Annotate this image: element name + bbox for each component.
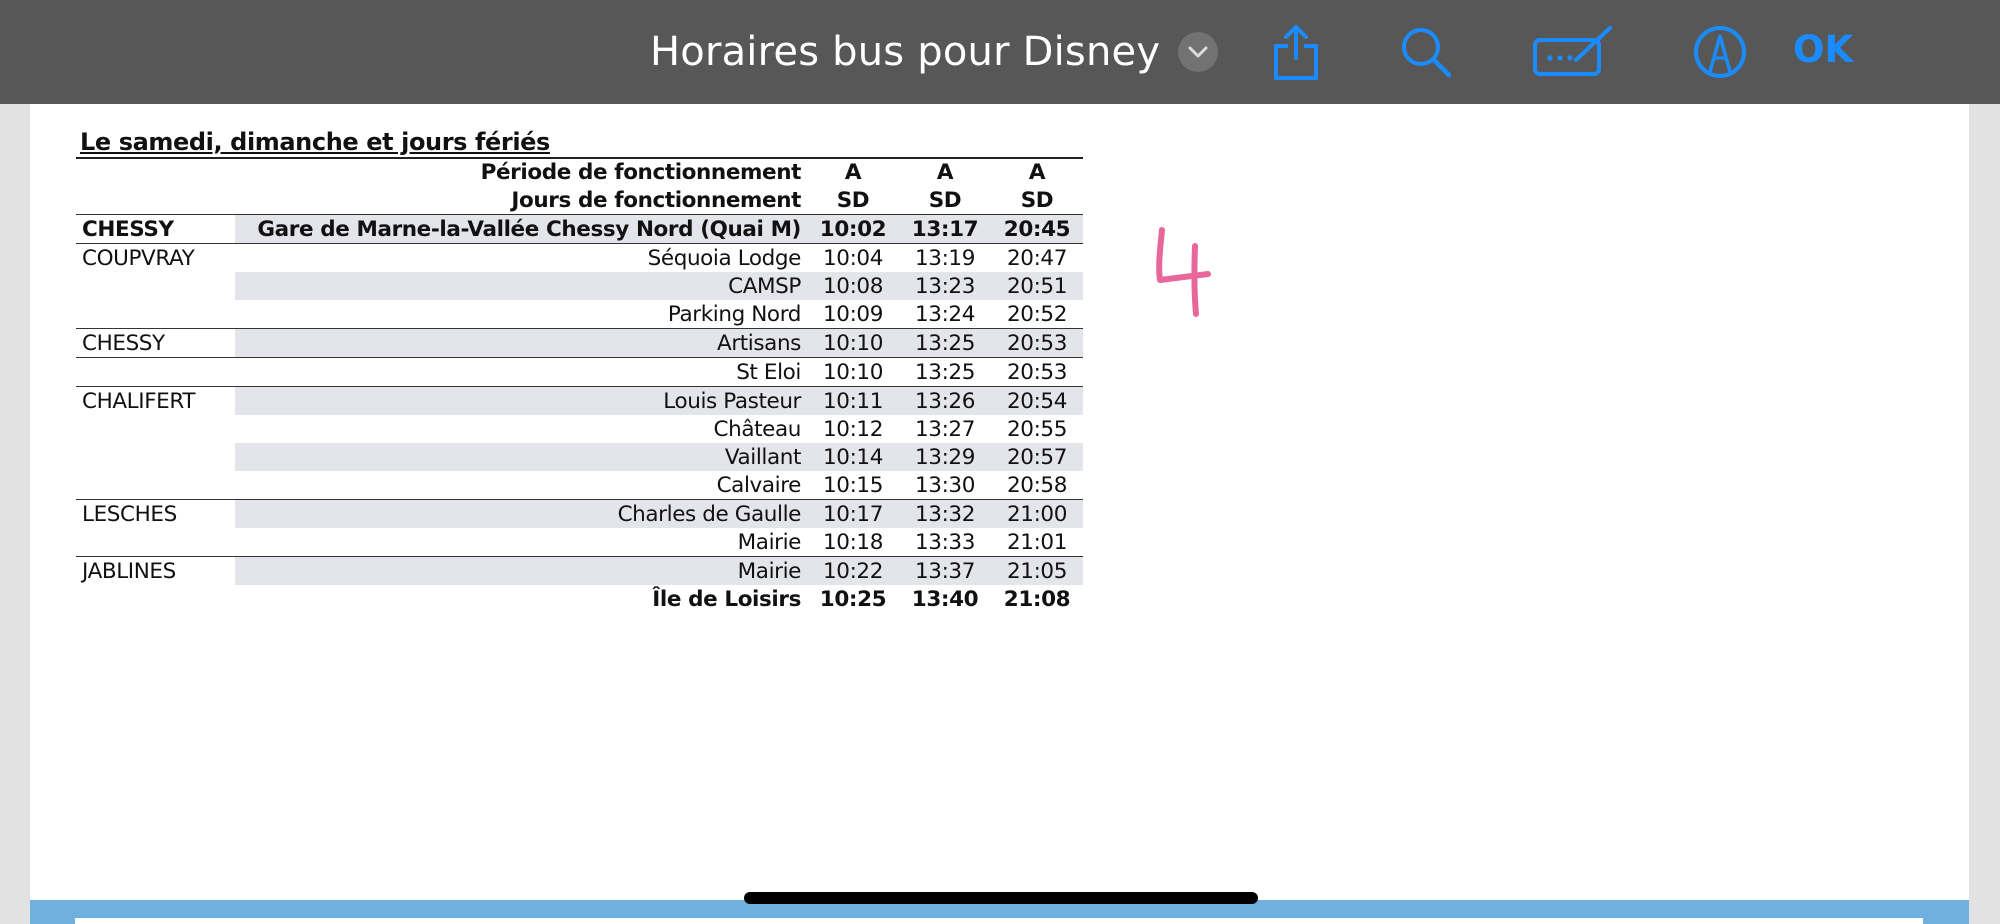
commune-cell [76, 272, 235, 300]
table-row [76, 500, 1083, 529]
stop-cell: Mairie [235, 557, 807, 586]
search-icon[interactable] [1396, 22, 1456, 82]
stop-cell: CAMSP [235, 272, 807, 300]
table-row [76, 215, 1083, 244]
stop-cell: Artisans [235, 329, 807, 358]
time-cell: 10:14 [807, 443, 899, 471]
header-value: SD [928, 187, 962, 213]
commune-cell: CHESSY [76, 329, 235, 358]
time-cell: 20:55 [1007, 416, 1067, 442]
table-header-row [76, 158, 1083, 187]
markup-icon[interactable] [1690, 22, 1750, 82]
header-value: A [807, 158, 899, 187]
commune-cell [76, 471, 235, 500]
table-cell [76, 158, 235, 187]
time-cell: 20:53 [991, 358, 1083, 387]
commune-cell: CHALIFERT [76, 387, 235, 416]
table-row [76, 415, 1083, 443]
time-cell: 13:30 [915, 472, 975, 498]
handwritten-number-annotation [1148, 222, 1218, 322]
stop-cell: Charles de Gaulle [235, 500, 807, 529]
time-cell: 20:51 [991, 272, 1083, 300]
stop-cell: Calvaire [716, 472, 801, 498]
home-indicator[interactable] [744, 892, 1258, 904]
stop-cell: Château [713, 416, 801, 442]
stop-cell: Louis Pasteur [235, 387, 807, 416]
time-cell: 13:24 [915, 301, 975, 327]
time-cell: 20:45 [991, 215, 1083, 244]
time-cell: 10:10 [807, 329, 899, 358]
table-row [76, 557, 1083, 586]
title-menu[interactable] [650, 24, 1218, 80]
time-cell: 10:11 [807, 387, 899, 416]
time-cell: 21:01 [1007, 529, 1067, 555]
time-cell: 10:10 [807, 358, 899, 387]
stop-cell: Mairie [737, 529, 801, 555]
time-cell: 10:22 [807, 557, 899, 586]
time-cell: 10:04 [807, 244, 899, 273]
time-cell: 13:32 [899, 500, 991, 529]
table-row [76, 443, 1083, 471]
time-cell: 13:27 [915, 416, 975, 442]
time-cell: 13:23 [899, 272, 991, 300]
time-cell: 10:25 [819, 586, 887, 612]
time-cell: 10:02 [807, 215, 899, 244]
document-page [30, 104, 1969, 900]
time-cell: 10:08 [807, 272, 899, 300]
time-cell: 10:18 [823, 529, 883, 555]
header-label: Période de fonctionnement [235, 158, 807, 187]
commune-cell [76, 585, 235, 613]
table-row [76, 244, 1083, 273]
time-cell: 10:15 [823, 472, 883, 498]
table-row [76, 300, 1083, 329]
time-cell: 20:57 [991, 443, 1083, 471]
time-cell: 20:52 [1007, 301, 1067, 327]
header-value: SD [1020, 187, 1054, 213]
ok-button[interactable]: OK [1793, 28, 1854, 71]
stop-cell: St Eloi [235, 358, 807, 387]
toolbar [0, 0, 2000, 104]
stop-cell: Gare de Marne-la-Vallée Chessy Nord (Quai M) [235, 215, 807, 244]
table-cell [76, 187, 235, 215]
time-cell: 20:58 [1007, 472, 1067, 498]
header-value: SD [836, 187, 870, 213]
table-row [76, 528, 1083, 557]
time-cell: 13:17 [899, 215, 991, 244]
time-cell: 13:25 [899, 329, 991, 358]
time-cell: 13:37 [899, 557, 991, 586]
commune-cell: CHESSY [76, 215, 235, 244]
table-row [76, 329, 1083, 358]
stop-cell: Parking Nord [667, 301, 801, 327]
time-cell: 10:12 [823, 416, 883, 442]
table-row [76, 585, 1083, 613]
keyboard-pen-icon[interactable] [1530, 22, 1614, 82]
header-value: A [991, 158, 1083, 187]
stop-cell: Île de Loisirs [652, 586, 801, 612]
time-cell: 13:19 [899, 244, 991, 273]
share-icon[interactable] [1266, 22, 1326, 82]
commune-cell [76, 300, 235, 329]
time-cell: 13:26 [899, 387, 991, 416]
commune-cell: COUPVRAY [76, 244, 235, 273]
commune-cell: LESCHES [76, 500, 235, 529]
commune-cell [76, 443, 235, 471]
time-cell: 21:08 [1003, 586, 1071, 612]
time-cell: 13:25 [899, 358, 991, 387]
time-cell: 20:53 [991, 329, 1083, 358]
time-cell: 21:00 [991, 500, 1083, 529]
time-cell: 20:54 [991, 387, 1083, 416]
table-row [76, 358, 1083, 387]
table-row [76, 387, 1083, 416]
time-cell: 10:09 [823, 301, 883, 327]
document-title[interactable]: Horaires bus pour Disney [650, 29, 1161, 75]
stop-cell: Séquoia Lodge [235, 244, 807, 273]
section-heading: Le samedi, dimanche et jours fériés [80, 128, 550, 156]
time-cell: 20:47 [991, 244, 1083, 273]
time-cell: 13:29 [899, 443, 991, 471]
table-row [76, 272, 1083, 300]
commune-cell: JABLINES [76, 557, 235, 586]
bottom-content-edge [75, 918, 1923, 924]
commune-cell [76, 528, 235, 557]
commune-cell [76, 415, 235, 443]
table-row [76, 471, 1083, 500]
time-cell: 13:40 [911, 586, 979, 612]
table-header-row [76, 187, 1083, 215]
time-cell: 10:17 [807, 500, 899, 529]
time-cell: 21:05 [991, 557, 1083, 586]
stop-cell: Vaillant [235, 443, 807, 471]
commune-cell [76, 358, 235, 387]
header-value: A [899, 158, 991, 187]
chevron-down-icon[interactable] [1178, 32, 1218, 72]
timetable [76, 157, 1083, 613]
time-cell: 13:33 [915, 529, 975, 555]
header-label: Jours de fonctionnement [511, 187, 801, 213]
